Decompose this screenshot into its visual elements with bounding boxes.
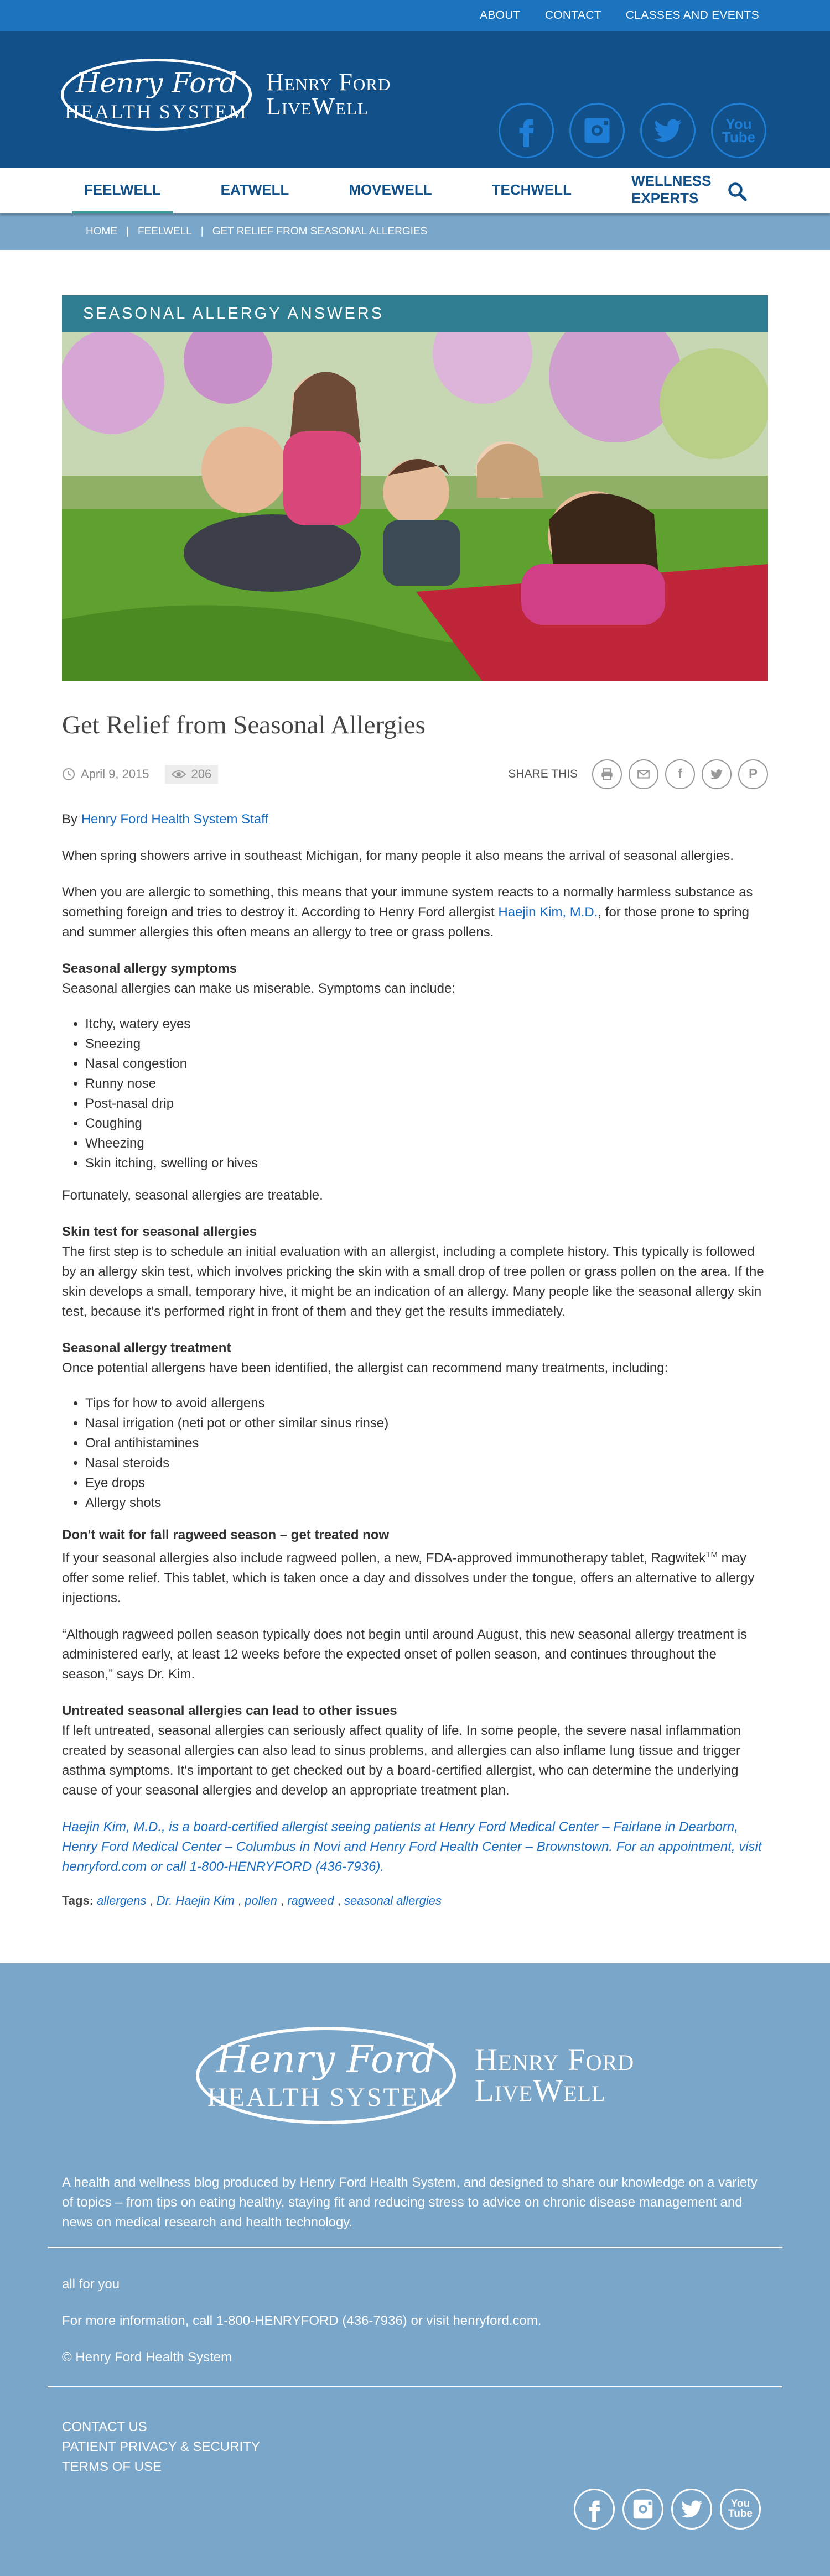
breadcrumb xyxy=(0,213,830,250)
twitter-icon[interactable] xyxy=(640,103,696,158)
list-item: • Oral antihistamines xyxy=(85,1433,768,1453)
footer-contact: For more information, call 1-800-HENRYFORD (436-7936) or visit henryford.com. xyxy=(62,2313,542,2328)
list-item: • Nasal steroids xyxy=(85,1453,768,1473)
pinterest-share-icon[interactable]: P xyxy=(738,759,768,789)
list-item: • Allergy shots xyxy=(85,1493,768,1513)
list-item: • Nasal congestion xyxy=(85,1054,768,1074)
list-item: • Sneezing xyxy=(85,1034,768,1054)
tag-link[interactable]: pollen xyxy=(245,1894,277,1907)
facebook-icon[interactable] xyxy=(499,103,554,158)
section-heading: Don't wait for fall ragweed season – get treated now xyxy=(62,1527,390,1542)
nav-eatwell[interactable]: EATWELL xyxy=(220,181,289,198)
main-nav xyxy=(0,168,830,213)
footer-copyright: © Henry Ford Health System xyxy=(62,2350,232,2365)
breadcrumb-feelwell[interactable]: FEELWELL xyxy=(137,226,192,237)
henry-ford-logo xyxy=(61,59,252,131)
facebook-share-icon[interactable]: f xyxy=(665,759,695,789)
footer-description: A health and wellness blog produced by Henry Ford Health System, and designed to share our knowledge on a variety of topics – from tips on eating healthy, staying fit and reducing stress to advice on chronic disease management and news on medical research and health technology. xyxy=(62,2175,758,2230)
hero-photo xyxy=(62,332,768,681)
nav-techwell[interactable]: TECHWELL xyxy=(491,181,572,198)
section-heading: Untreated seasonal allergies can lead to other issues xyxy=(62,1703,397,1718)
footer-tagline: all for you xyxy=(62,2277,120,2292)
paragraph: Seasonal allergies can make us miserable. Symptoms can include: xyxy=(62,981,456,996)
social-links xyxy=(483,103,766,158)
nav-wellness-experts[interactable]: WELLNESS EXPERTS xyxy=(631,173,712,206)
twitter-icon[interactable] xyxy=(671,2489,712,2530)
list-item: • Wheezing xyxy=(85,1134,768,1154)
article-body xyxy=(62,810,768,1877)
paragraph: Once potential allergens have been identified, the allergist can recommend many treatments, including: xyxy=(62,1360,668,1375)
nav-feelwell[interactable]: FEELWELL xyxy=(72,168,173,213)
view-count: 206 xyxy=(165,765,219,784)
classes-events-link[interactable]: CLASSES AND EVENTS xyxy=(625,9,759,22)
tag-link[interactable]: Dr. Haejin Kim xyxy=(156,1894,235,1907)
logo-script: Henry Ford xyxy=(75,67,237,99)
contact-link[interactable]: CONTACT xyxy=(544,9,601,22)
share-bar xyxy=(508,759,768,789)
list-item: • Runny nose xyxy=(85,1074,768,1094)
instagram-icon[interactable] xyxy=(569,103,625,158)
tags-label: Tags: xyxy=(62,1894,94,1907)
list-item: • Skin itching, swelling or hives xyxy=(85,1154,768,1174)
print-icon[interactable] xyxy=(592,759,622,789)
list-item: • Itchy, watery eyes xyxy=(85,1014,768,1034)
list-item: • Eye drops xyxy=(85,1473,768,1493)
paragraph: If your seasonal allergies also include ragweed pollen, a new, FDA-approved immunotherapy tablet, Ragwitek™ may offer some relief. This tablet, which is taken once a day and dissolves under the tongue, offers an alternative to allergy injections. xyxy=(62,1550,755,1605)
henry-ford-logo: Henry Ford HEALTH SYSTEM xyxy=(196,2027,456,2124)
nav-movewell[interactable]: MOVEWELL xyxy=(349,181,432,198)
twitter-share-icon[interactable] xyxy=(702,759,732,789)
youtube-icon[interactable]: You Tube xyxy=(720,2489,761,2530)
paragraph: When spring showers arrive in southeast Michigan, for many people it also means the arrival of seasonal allergies. xyxy=(62,848,734,863)
article-title: Get Relief from Seasonal Allergies xyxy=(62,711,426,739)
clock-icon xyxy=(62,768,75,781)
breadcrumb-separator: | xyxy=(200,226,204,237)
tag-link[interactable]: seasonal allergies xyxy=(344,1894,442,1907)
site-header xyxy=(0,31,830,168)
divider xyxy=(48,2386,782,2387)
paragraph: If left untreated, seasonal allergies can seriously affect quality of life. In some people, the severe nasal inflammation created by seasonal allergies can also lead to sinus problems, and allergies can also inflame lung tissue and trigger asthma symptoms. It's important to get checked out by a board-certified allergist, who can determine the underlying cause of your seasonal allergies and develop an appropriate treatment plan. xyxy=(62,1723,741,1798)
hero-banner: SEASONAL ALLERGY ANSWERS xyxy=(62,295,768,332)
site-footer xyxy=(0,1963,830,2576)
tag-link[interactable]: ragweed xyxy=(287,1894,334,1907)
section-heading: Skin test for seasonal allergies xyxy=(62,1224,257,1239)
list-item: • Nasal irrigation (neti pot or other similar sinus rinse) xyxy=(85,1414,768,1433)
share-label: SHARE THIS xyxy=(508,768,578,780)
breadcrumb-separator: | xyxy=(126,226,129,237)
section-heading: Seasonal allergy symptoms xyxy=(62,961,237,976)
quote-paragraph: “Although ragweed pollen season typically does not begin until around August, this new seasonal allergy treatment is administered early, at least 12 weeks before the expected onset of pollen season, and continues throughout the season,” says Dr. Kim. xyxy=(62,1627,748,1682)
breadcrumb-current: GET RELIEF FROM SEASONAL ALLERGIES xyxy=(212,226,428,237)
paragraph: Fortunately, seasonal allergies are treatable. xyxy=(62,1188,323,1203)
tags: Tags: allergens , Dr. Haejin Kim , pollen , ragweed , seasonal allergies xyxy=(62,1894,442,1907)
terms-link[interactable]: TERMS OF USE xyxy=(62,2459,162,2474)
footer-links xyxy=(62,2417,768,2477)
family-picnic-illustration xyxy=(62,332,768,681)
breadcrumb-home[interactable]: HOME xyxy=(86,226,117,237)
list-item: • Tips for how to avoid allergens xyxy=(85,1394,768,1414)
divider xyxy=(48,2247,782,2248)
home-logo[interactable] xyxy=(61,59,391,131)
search-icon[interactable] xyxy=(727,181,747,201)
tag-link[interactable]: allergens xyxy=(97,1894,147,1907)
doctor-link[interactable]: Haejin Kim, M.D. xyxy=(498,905,598,920)
hero xyxy=(62,295,768,681)
footer-social-links xyxy=(566,2489,761,2530)
facebook-icon[interactable] xyxy=(574,2489,615,2530)
site-name: Henry Ford LiveWell xyxy=(474,2042,635,2108)
site-name: Henry Ford LiveWell xyxy=(266,69,391,120)
symptoms-list xyxy=(85,1014,768,1174)
article xyxy=(62,710,768,1908)
paragraph: When you are allergic to something, this means that your immune system reacts to a normally harmless substance as something foreign and tries to destroy it. According to Henry Ford allergist Haejin Kim, M.D., for those prone to spring and summer allergies this often means an allergy to tree or grass pollens. xyxy=(62,885,753,940)
article-meta xyxy=(62,759,768,790)
email-icon[interactable] xyxy=(629,759,658,789)
list-item: • Post-nasal drip xyxy=(85,1094,768,1114)
treatments-list xyxy=(85,1394,768,1513)
footer-logo[interactable] xyxy=(0,2027,830,2124)
list-item: • Coughing xyxy=(85,1114,768,1134)
paragraph: The first step is to schedule an initial evaluation with an allergist, including a complete history. This typically is followed by an allergy skin test, which involves pricking the skin with a small drop of tree pollen or grass pollen on the area. If the skin develops a small, temporary hive, it might be an indication of an allergy. Many people like the seasonal allergy skin test, because it's performed right in front of them and they get the results immediately. xyxy=(62,1244,764,1319)
contact-us-link[interactable]: CONTACT US xyxy=(62,2419,147,2434)
article-date: April 9, 2015 xyxy=(62,767,149,781)
utility-bar xyxy=(0,0,830,31)
author-bio[interactable]: Haejin Kim, M.D., is a board-certified allergist seeing patients at Henry Ford Medical Center – Fairlane in Dearborn, Henry Ford Medical Center – Columbus in Novi and Henry Ford Health Center – Brownstown. For an appointment, visit henryford.com or call 1-800-HENRYFORD (436-7936). xyxy=(62,1819,762,1874)
byline: By Henry Ford Health System Staff xyxy=(62,812,269,827)
footer-info xyxy=(62,2277,768,2365)
youtube-icon[interactable]: You Tube xyxy=(711,103,766,158)
about-link[interactable]: ABOUT xyxy=(479,9,521,22)
section-heading: Seasonal allergy treatment xyxy=(62,1341,231,1355)
author-link[interactable]: Henry Ford Health System Staff xyxy=(81,812,269,827)
logo-caps: HEALTH SYSTEM xyxy=(65,101,248,123)
eye-icon xyxy=(172,769,186,780)
instagram-icon[interactable] xyxy=(622,2489,663,2530)
privacy-link[interactable]: PATIENT PRIVACY & SECURITY xyxy=(62,2439,260,2454)
